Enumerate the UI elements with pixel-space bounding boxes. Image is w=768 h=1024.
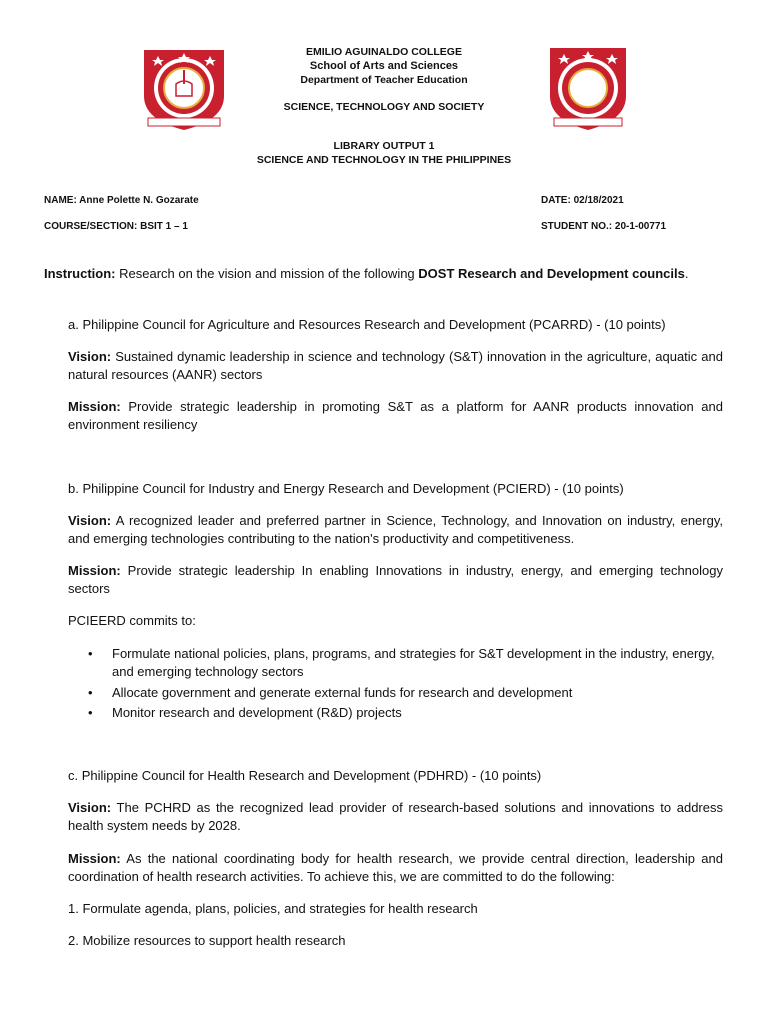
section-b-title: b. Philippine Council for Industry and Energy Research and Development (PCIERD) - (10 points) xyxy=(68,481,624,496)
section-a-vision: Vision: Sustained dynamic leadership in science and technology (S&T) innovation in the agriculture, aquatic and natural resources (AANR) sectors xyxy=(68,349,723,382)
list-item: • Monitor research and development (R&D) projects xyxy=(88,705,402,720)
section-c-item-1: 1. Formulate agenda, plans, policies, and strategies for health research xyxy=(68,901,478,916)
list-item: • Formulate national policies, plans, programs, and strategies for S&T development in the industry, energy, and emerging technology sectors xyxy=(88,646,715,679)
list-item: • Allocate government and generate external funds for research and development xyxy=(88,685,573,700)
instruction: Instruction: Research on the vision and mission of the following DOST Research and Development councils. xyxy=(44,266,689,281)
course-section: COURSE/SECTION: BSIT 1 – 1 xyxy=(44,221,188,232)
section-a-mission: Mission: Provide strategic leadership in promoting S&T as a platform for AANR products innovation and environment resiliency xyxy=(68,399,723,432)
section-a-title: a. Philippine Council for Agriculture and Resources Research and Development (PCARRD) - (10 points) xyxy=(68,317,666,332)
department-name: Department of Teacher Education xyxy=(300,74,468,86)
section-c-mission: Mission: As the national coordinating body for health research, we provide central direction, leadership and coordination of health research activities. To achieve this, we are committed to do the following: xyxy=(68,851,723,884)
section-c-item-2: 2. Mobilize resources to support health research xyxy=(68,933,346,948)
college-name: EMILIO AGUINALDO COLLEGE xyxy=(306,46,462,58)
section-c-title: c. Philippine Council for Health Research and Development (PDHRD) - (10 points) xyxy=(68,768,542,783)
section-c-vision: Vision: The PCHRD as the recognized lead provider of research-based solutions and innovations to address health system needs by 2028. xyxy=(68,800,723,833)
date-field: DATE: 02/18/2021 xyxy=(541,195,624,206)
topic-title: SCIENCE AND TECHNOLOGY IN THE PHILIPPINES xyxy=(256,154,512,166)
section-b-mission: Mission: Provide strategic leadership In enabling Innovations in industry, energy, and emerging technology sectors xyxy=(68,563,723,596)
course-title: SCIENCE, TECHNOLOGY AND SOCIETY xyxy=(283,101,485,113)
student-number: STUDENT NO.: 20-1-00771 xyxy=(541,221,667,232)
section-b-vision: Vision: A recognized leader and preferred partner in Science, Technology, and Innovation on industry, energy, and emerging technologies contributing to the nation's productivity and competitiveness. xyxy=(68,513,723,546)
section-b-commits: PCIEERD commits to: xyxy=(68,613,196,628)
school-name: School of Arts and Sciences xyxy=(309,60,459,72)
output-title: LIBRARY OUTPUT 1 xyxy=(333,140,435,152)
student-name: NAME: Anne Polette N. Gozarate xyxy=(44,195,199,206)
